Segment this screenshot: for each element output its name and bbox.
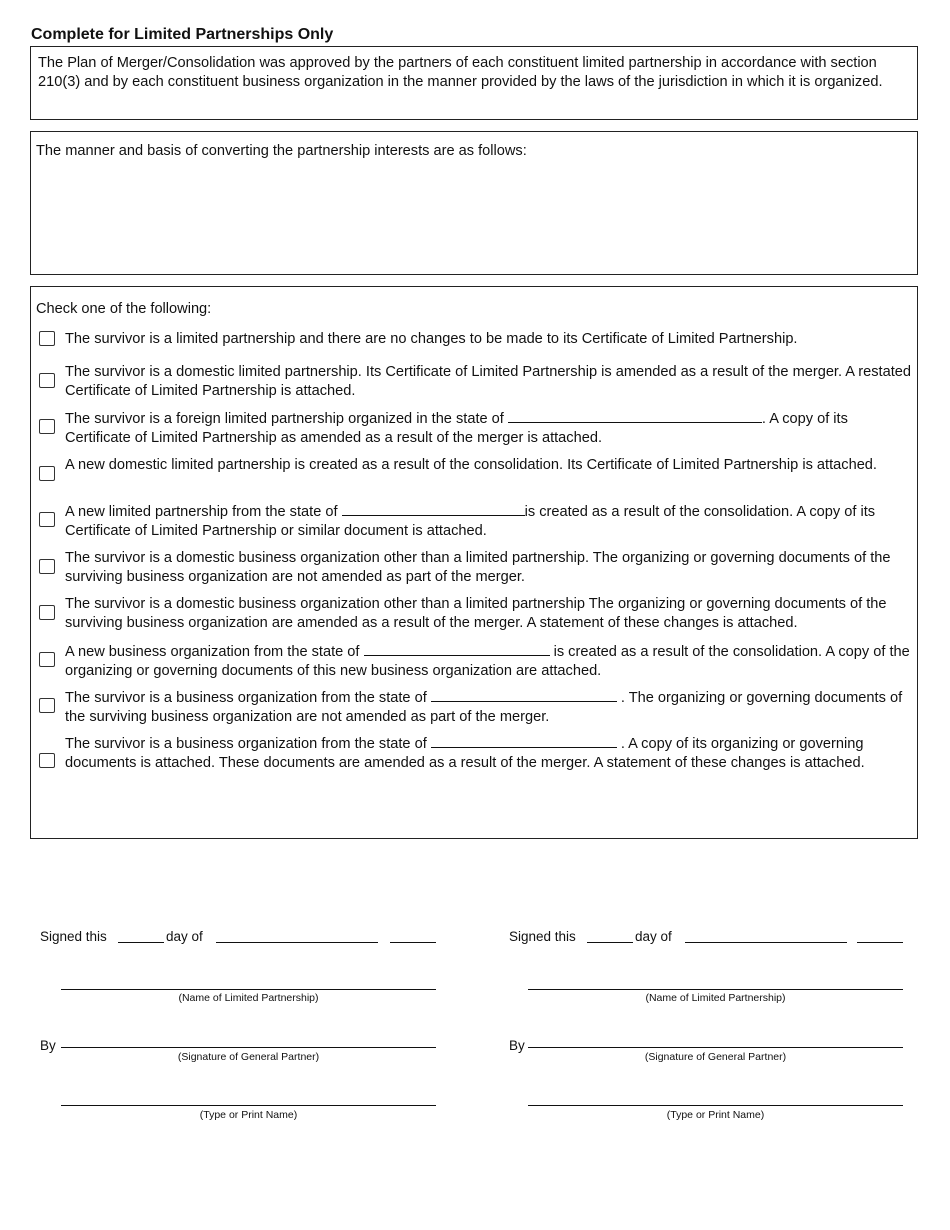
option-text: The survivor is a domestic business organization other than a limited partnership The organizing or governing documents of the surviving business organization are amended as a result of the merger. A statement of these changes is attached.	[65, 596, 887, 631]
option-checkbox[interactable]	[39, 753, 55, 768]
conversion-box[interactable]	[30, 131, 918, 275]
print-caption: (Type or Print Name)	[199, 1109, 298, 1121]
option-checkbox[interactable]	[39, 466, 55, 481]
day-blank[interactable]	[118, 942, 164, 943]
option-text: The survivor is a business organization from the state of . A copy of its organizing or governing documents is attached. These documents are amended as a result of the merger. A statement of these changes is attached.	[65, 736, 865, 771]
name-caption: (Name of Limited Partnership)	[645, 992, 786, 1004]
day-blank[interactable]	[587, 942, 633, 943]
option-text: A new limited partnership from the state of is created as a result of the consolidation. A copy of its Certificate of Limited Partnership or similar document is attached.	[65, 504, 876, 539]
signature-line[interactable]	[61, 1047, 436, 1048]
option-text: The survivor is a foreign limited partnership organized in the state of . A copy of its Certificate of Limited Partnership as amended as a result of the merger is attached.	[65, 411, 848, 446]
signed-this-label: Signed this	[509, 929, 576, 944]
year-blank[interactable]	[390, 942, 436, 943]
signature-caption: (Signature of General Partner)	[644, 1051, 787, 1063]
option-checkbox[interactable]	[39, 331, 55, 346]
options-box	[30, 286, 918, 839]
option-checkbox[interactable]	[39, 419, 55, 434]
option-checkbox[interactable]	[39, 652, 55, 667]
month-blank[interactable]	[216, 942, 378, 943]
by-label: By	[40, 1038, 56, 1053]
option-text: The survivor is a domestic limited partnership. Its Certificate of Limited Partnership is amended as a result of the merger. A restated Certificate of Limited Partnership is attached.	[65, 364, 912, 399]
print-caption: (Type or Print Name)	[666, 1109, 765, 1121]
option-checkbox[interactable]	[39, 373, 55, 388]
conversion-prompt: The manner and basis of converting the partnership interests are as follows:	[36, 143, 527, 159]
state-blank[interactable]	[431, 734, 617, 748]
state-blank[interactable]	[508, 409, 762, 423]
partnership-name-line[interactable]	[528, 989, 903, 990]
state-blank[interactable]	[364, 642, 550, 656]
option-text: A new business organization from the state of is created as a result of the consolidation. A copy of the organizing or governing documents of this new business organization are attached.	[65, 644, 910, 679]
day-of-label: day of	[166, 929, 203, 944]
state-blank[interactable]	[342, 502, 525, 516]
year-blank[interactable]	[857, 942, 903, 943]
signed-this-label: Signed this	[40, 929, 107, 944]
section-title: Complete for Limited Partnerships Only	[31, 26, 334, 43]
day-of-label: day of	[635, 929, 672, 944]
option-checkbox[interactable]	[39, 698, 55, 713]
print-name-line[interactable]	[61, 1105, 436, 1106]
signature-caption: (Signature of General Partner)	[177, 1051, 320, 1063]
check-intro: Check one of the following:	[36, 301, 212, 317]
approval-statement-box	[30, 46, 918, 120]
option-checkbox[interactable]	[39, 512, 55, 527]
option-text: A new domestic limited partnership is created as a result of the consolidation. Its Certificate of Limited Partnership is attached.	[65, 457, 877, 473]
print-name-line[interactable]	[528, 1105, 903, 1106]
state-blank[interactable]	[431, 688, 617, 702]
option-text: The survivor is a limited partnership and there are no changes to be made to its Certificate of Limited Partnership.	[65, 331, 798, 347]
month-blank[interactable]	[685, 942, 847, 943]
signature-line[interactable]	[528, 1047, 903, 1048]
option-checkbox[interactable]	[39, 559, 55, 574]
name-caption: (Name of Limited Partnership)	[178, 992, 319, 1004]
option-text: The survivor is a business organization from the state of . The organizing or governing documents of the surviving business organization are not amended as part of the merger.	[65, 690, 903, 725]
partnership-name-line[interactable]	[61, 989, 436, 990]
option-text: The survivor is a domestic business organization other than a limited partnership. The organizing or governing documents of the surviving business organization are not amended as part of the merger.	[65, 550, 891, 585]
by-label: By	[509, 1038, 525, 1053]
option-checkbox[interactable]	[39, 605, 55, 620]
approval-statement: The Plan of Merger/Consolidation was approved by the partners of each constituent limited partnership in accordance with section 210(3) and by each constituent business organization in the manner provided by the laws of the jurisdiction in which it is organized.	[38, 55, 883, 90]
